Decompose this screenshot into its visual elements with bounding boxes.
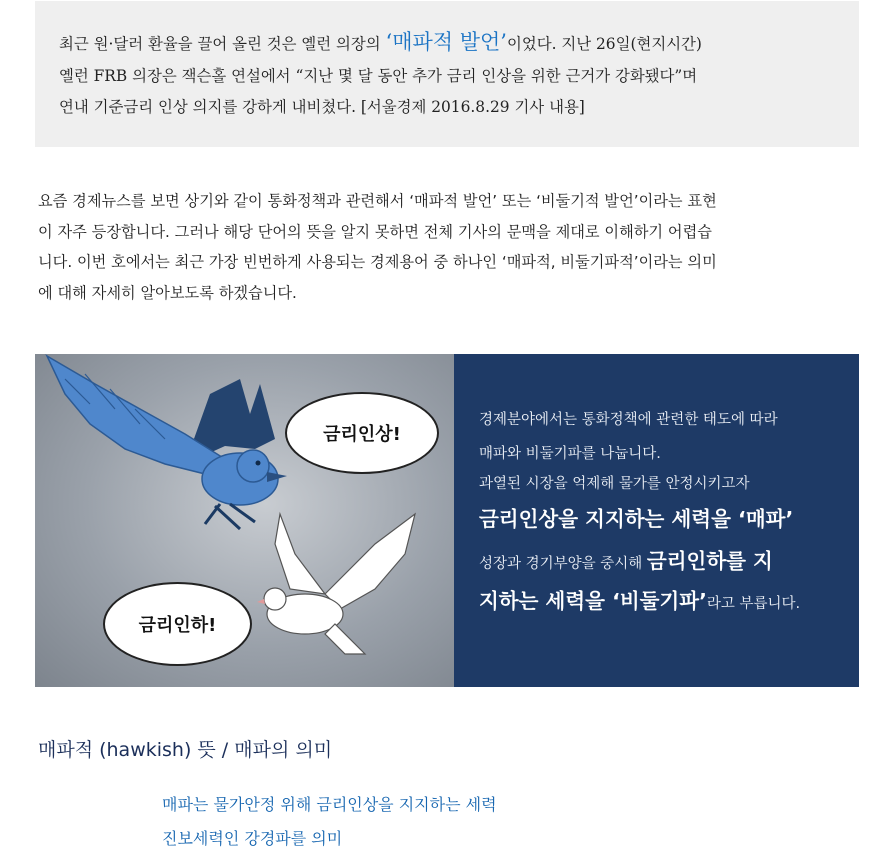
banner-line-6-small: 라고 부릅니다. bbox=[706, 596, 801, 612]
banner-description bbox=[454, 354, 859, 687]
section-title: 매파적 (hawkish) 뜻 / 매파의 의미 bbox=[38, 739, 333, 761]
hawk-bubble-text: 금리인상! bbox=[323, 424, 401, 445]
section-bullet: 진보세력인 강경파를 의미 bbox=[162, 829, 343, 848]
hawk-speech-bubble bbox=[285, 392, 439, 474]
quote-line-1 bbox=[59, 27, 859, 61]
banner-line-4: 금리인상을 지지하는 세력을 ‘매파’ bbox=[479, 507, 794, 531]
dove-speech-bubble bbox=[103, 582, 252, 666]
banner-line-5-small: 성장과 경기부양을 중시해 bbox=[479, 556, 647, 572]
quote-line-1-post: 이었다. 지난 26일(현지시간) bbox=[506, 35, 702, 53]
article-quote-box bbox=[35, 1, 859, 147]
banner-illustration bbox=[35, 354, 454, 687]
banner-line-3: 과열된 시장을 억제해 물가를 안정시키고자 bbox=[479, 476, 750, 492]
intro-line: 이 자주 등장합니다. 그러나 해당 단어의 뜻을 알지 못하면 전체 기사의 문맥을 제대로 이해하기 어렵습 bbox=[38, 222, 712, 241]
banner-line-1: 경제분야에서는 통화정책에 관련한 태도에 따라 bbox=[479, 412, 778, 428]
banner-line-5-big: 금리인하를 지 bbox=[646, 549, 773, 573]
banner-line-6 bbox=[479, 584, 800, 614]
quote-highlight: ‘매파적 발언’ bbox=[385, 30, 507, 54]
hawk-dove-banner bbox=[35, 354, 859, 687]
dove-bubble-text: 금리인하! bbox=[138, 615, 217, 636]
quote-line-2: 옐런 FRB 의장은 잭슨홀 연설에서 “지난 몇 달 동안 추가 금리 인상을 위한 근거가 강화됐다”며 bbox=[59, 66, 698, 85]
banner-line-2: 매파와 비둘기파를 나눕니다. bbox=[479, 446, 661, 462]
banner-line-5 bbox=[479, 544, 773, 574]
intro-line: 니다. 이번 호에서는 최근 가장 빈번하게 사용되는 경제용어 중 하나인 ‘매파적, 비둘기파적’이라는 의미 bbox=[38, 253, 717, 271]
banner-line-6-big: 지하는 세력을 ‘비둘기파’ bbox=[479, 589, 707, 613]
intro-line: 요즘 경제뉴스를 보면 상기와 같이 통화정책과 관련해서 ‘매파적 발언’ 또는 ‘비둘기적 발언’이라는 표현 bbox=[38, 192, 717, 210]
quote-line-1-pre: 최근 원·달러 환율을 끌어 올린 것은 옐런 의장의 bbox=[59, 35, 386, 53]
intro-paragraph bbox=[38, 186, 850, 308]
quote-line-3: 연내 기준금리 인상 의지를 강하게 내비쳤다. [서울경제 2016.8.29 기사 내용] bbox=[59, 98, 585, 116]
section-bullet: 매파는 물가안정 위해 금리인상을 지지하는 세력 bbox=[162, 795, 497, 814]
intro-line: 에 대해 자세히 알아보도록 하겠습니다. bbox=[38, 283, 297, 302]
